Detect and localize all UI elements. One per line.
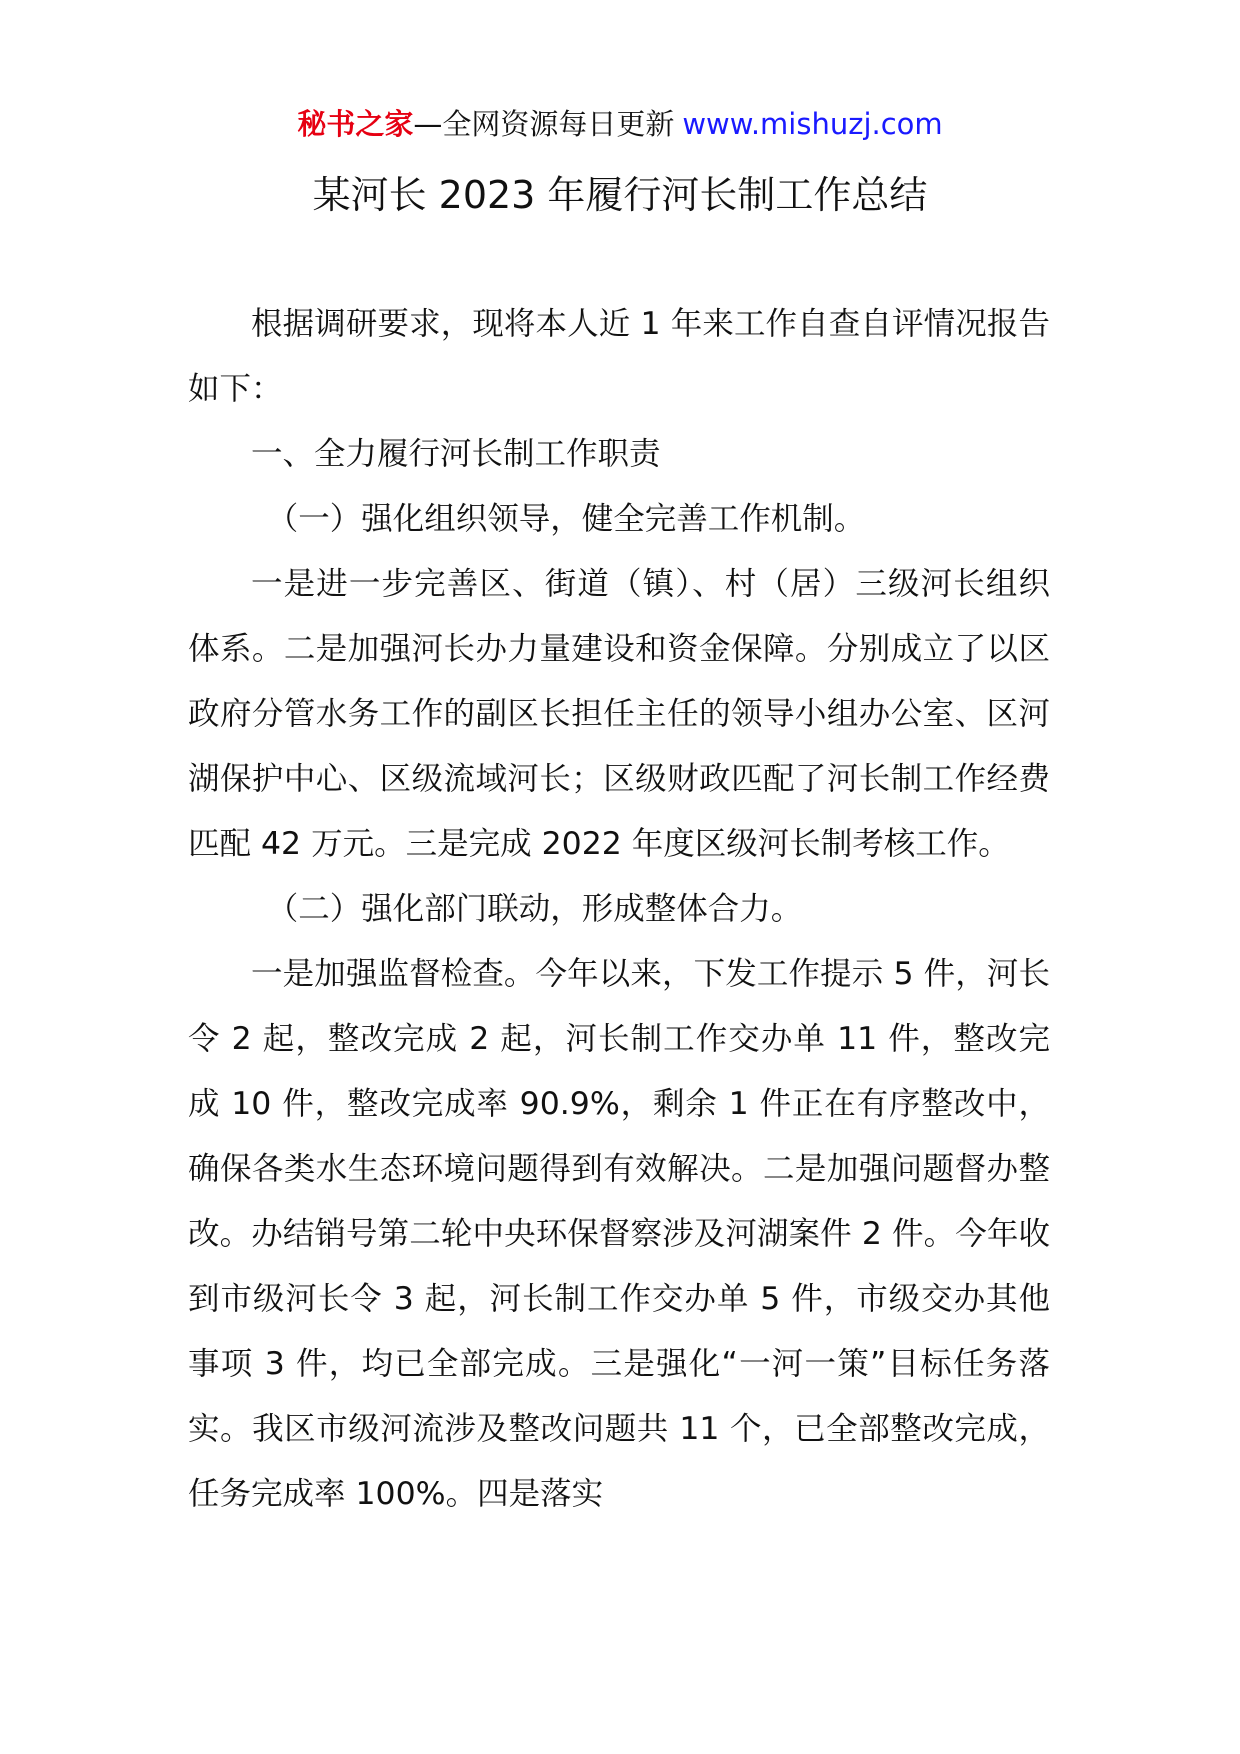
header-tagline: —全网资源每日更新 xyxy=(413,107,675,141)
document-title: 某河长 2023 年履行河长制工作总结 xyxy=(312,173,928,217)
subsection-heading-1: （一）强化组织领导，健全完善工作机制。 xyxy=(266,501,866,537)
subsection-heading-2: （二）强化部门联动，形成整体合力。 xyxy=(266,891,803,927)
section-heading-1: 一、全力履行河长制工作职责 xyxy=(251,436,661,472)
brand-name: 秘书之家 xyxy=(297,107,414,141)
intro-paragraph: 根据调研要求，现将本人近 1 年来工作自查自评情况报告如下： xyxy=(188,306,1050,407)
site-header xyxy=(0,104,1240,144)
body-paragraph-1: 一是进一步完善区、街道（镇）、村（居）三级河长组织体系。二是加强河长办力量建设和资金保障。分别成立了以区政府分管水务工作的副区长担任主任的领导小组办公室、区河湖保护中心、区级流域河长；区级财政匹配了河长制工作经费匹配 42 万元。三是完成 2022 年度区级河长制考核工作。 xyxy=(188,566,1050,862)
site-url-link[interactable]: www.mishuzj.com xyxy=(682,107,943,141)
body-paragraph-2: 一是加强监督检查。今年以来，下发工作提示 5 件，河长令 2 起，整改完成 2 起，河长制工作交办单 11 件，整改完成 10 件，整改完成率 90.9%，剩余 1 件正在有序整改中，确保各类水生态环境问题得到有效解决。二是加强问题督办整改。办结销号第二轮中央环保督察涉及河湖案件 2 件。今年收到市级河长令 3 起，河长制工作交办单 5 件，市级交办其他事项 3 件，均已全部完成。三是强化“一河一策”目标任务落实。我区市级河流涉及整改问题共 11 个，已全部整改完成，任务完成率 100%。四是落实 xyxy=(188,956,1050,1512)
document-body xyxy=(188,292,1050,1527)
